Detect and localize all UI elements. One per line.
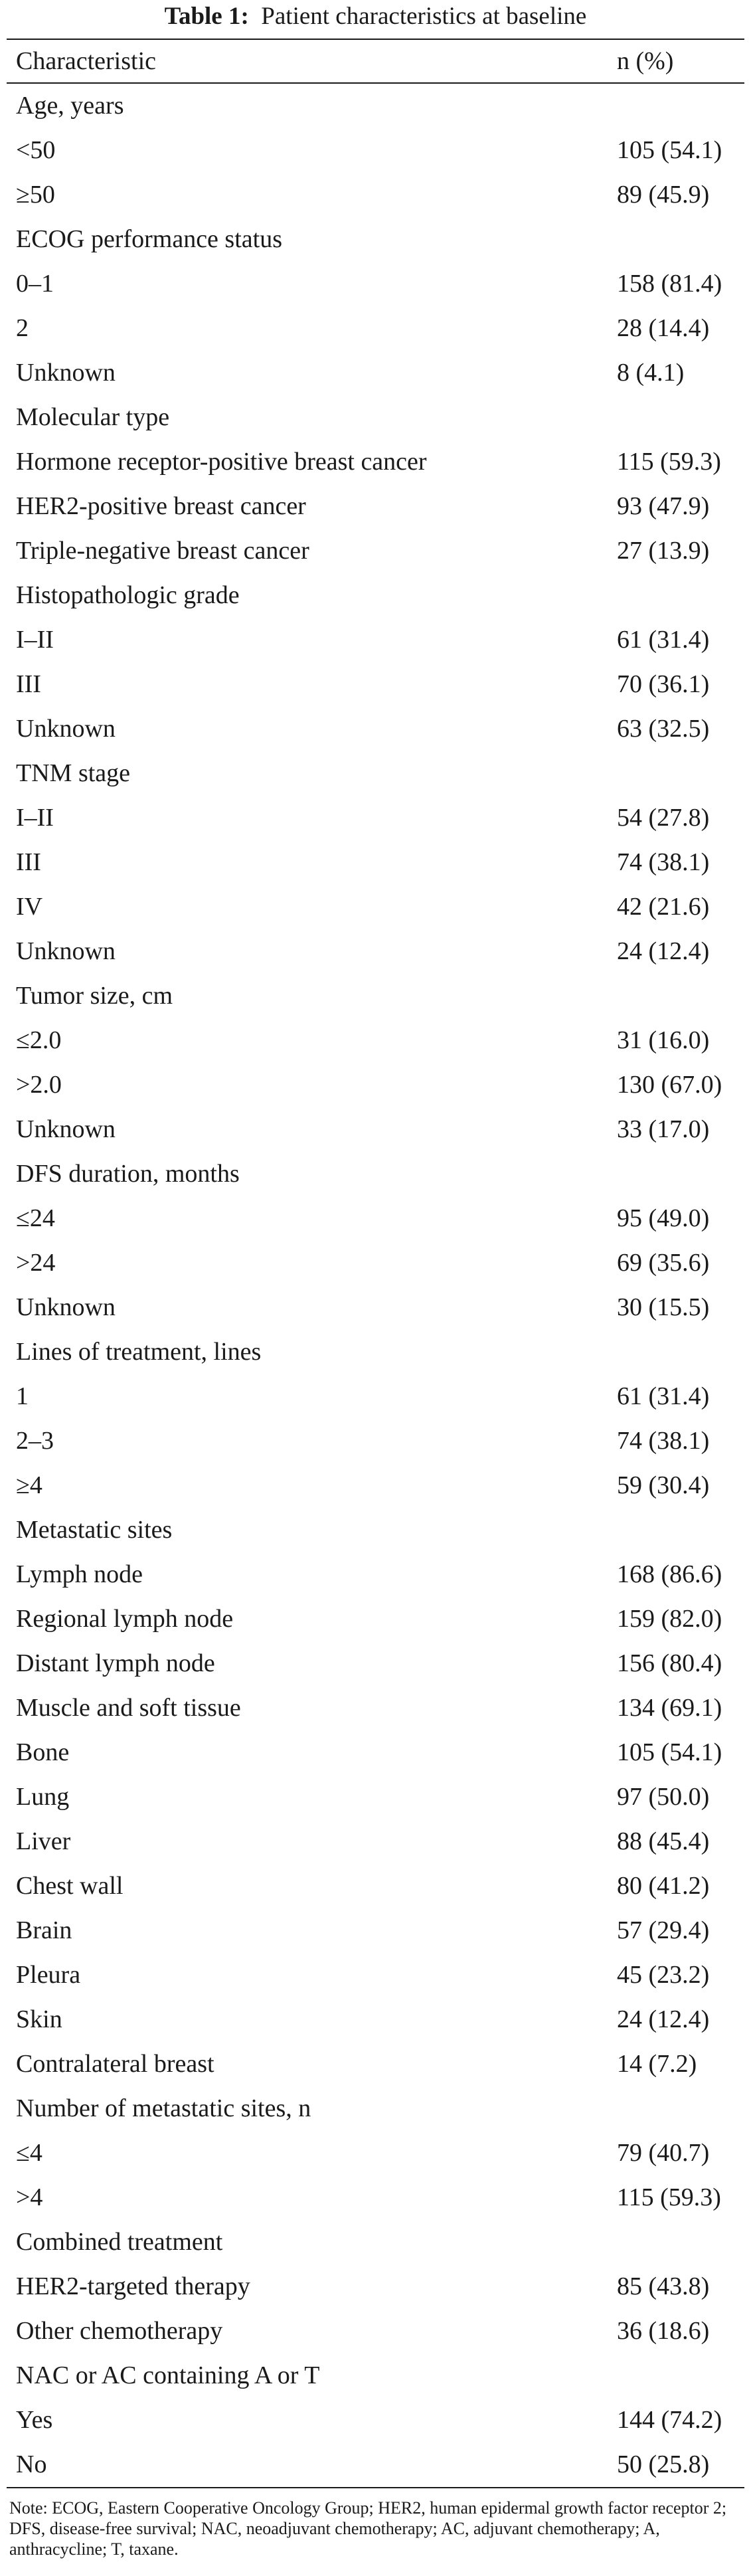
table-group-row [7,217,744,262]
row-label: ≤24 [16,1204,55,1232]
row-value [608,217,744,262]
table-group-row [7,1330,744,1374]
table-row [7,840,744,885]
row-value: 28 (14.4) [617,314,710,342]
column-header-characteristic: Characteristic [7,40,608,83]
table-group-row [7,395,744,440]
table-row [7,1063,744,1107]
row-label: Histopathologic grade [16,581,240,609]
row-value: 79 (40.7) [617,2139,710,2167]
row-label: Lymph node [16,1560,143,1588]
table-group-row [7,1152,744,1196]
row-value: 89 (45.9) [617,181,710,209]
row-value [608,974,744,1018]
row-value [608,1152,744,1196]
table-row [7,1819,744,1864]
row-value: 63 (32.5) [617,715,710,743]
row-label: I–II [16,804,54,832]
table-row [7,707,744,751]
row-label: >24 [16,1249,56,1277]
row-label: 2 [16,314,29,342]
row-label: Skin [16,2005,62,2033]
row-label: ≤4 [16,2139,42,2167]
row-value: 31 (16.0) [617,1026,710,1054]
row-label: DFS duration, months [16,1160,240,1188]
table-row [7,2398,744,2442]
row-value: 168 (86.6) [617,1560,722,1588]
table-row [7,1552,744,1597]
table-group-row [7,1508,744,1552]
row-value: 36 (18.6) [617,2317,710,2345]
row-value [608,751,744,796]
row-value [608,395,744,440]
table-group-row [7,974,744,1018]
row-value: 8 (4.1) [617,359,685,387]
row-label: III [16,848,41,876]
row-label: ≥4 [16,1471,42,1499]
table-row [7,1997,744,2042]
table-row [7,1864,744,1908]
row-value: 30 (15.5) [617,1293,710,1321]
row-value: 57 (29.4) [617,1916,710,1944]
row-label: ≤2.0 [16,1026,62,1054]
table-label: Table 1: [164,3,249,30]
table-group-row [7,751,744,796]
table-row [7,796,744,840]
column-header-n-percent: n (%) [608,40,744,83]
row-value: 61 (31.4) [617,1382,710,1410]
row-label: Chest wall [16,1872,124,1900]
table-row [7,262,744,306]
row-value: 50 (25.8) [608,2442,744,2488]
row-label: Molecular type [16,403,170,431]
table-row [7,1686,744,1730]
row-label: Pleura [16,1961,81,1989]
row-label: Hormone receptor-positive breast cancer [16,448,427,476]
table-group-row [7,83,744,128]
table-row [7,1374,744,1419]
table-row [7,1419,744,1463]
row-value [608,2353,744,2398]
row-label: Regional lymph node [16,1605,234,1633]
row-value: 115 (59.3) [617,2183,721,2211]
row-value: 42 (21.6) [617,893,710,921]
table-row [7,1463,744,1508]
row-label: ≥50 [16,181,55,209]
row-label: TNM stage [16,759,131,787]
row-label: Tumor size, cm [16,982,173,1010]
row-value: 69 (35.6) [617,1249,710,1277]
table-row [7,1908,744,1953]
table-caption [0,0,751,33]
table-title: Patient characteristics at baseline [261,3,587,30]
row-value: 27 (13.9) [617,537,710,565]
table-note: Note: ECOG, Eastern Cooperative Oncology Group; HER2, human epidermal growth factor receptor 2; DFS, disease-free survival; NAC, neoadjuvant chemotherapy; AC, adjuvant chemotherapy; A, anthracycline; T, taxane. [9,2498,727,2559]
table-group-row [7,2086,744,2131]
row-value [608,2086,744,2131]
row-value: 74 (38.1) [617,1427,710,1455]
row-label: Muscle and soft tissue [16,1694,241,1722]
table-row [7,484,744,529]
row-label: Unknown [16,1115,116,1143]
table-row [7,662,744,707]
row-value: 45 (23.2) [617,1961,710,1989]
row-value: 115 (59.3) [617,448,721,476]
row-value [608,573,744,618]
table-body [7,83,744,2488]
row-value: 74 (38.1) [617,848,710,876]
table-group-row [7,573,744,618]
table-row [7,618,744,662]
table-row [7,929,744,974]
row-label: Other chemotherapy [16,2317,223,2345]
table-row [7,1775,744,1819]
row-label: IV [16,893,43,921]
row-label: Unknown [16,359,116,387]
table-row [7,2175,744,2220]
row-value: 14 (7.2) [617,2050,697,2078]
table-row [7,2309,744,2353]
table-group-row [7,2353,744,2398]
row-label: Lung [16,1783,70,1811]
row-label: <50 [16,136,56,164]
table-row [7,351,744,395]
row-label: Yes [16,2406,53,2434]
table-row [7,1285,744,1330]
header-row [7,40,744,83]
row-value: 105 (54.1) [617,1738,722,1766]
row-value: 97 (50.0) [617,1783,710,1811]
row-label: >4 [16,2183,43,2211]
row-label: 0–1 [16,270,54,298]
table-row [7,1641,744,1686]
table-row [7,2264,744,2309]
row-label: Age, years [16,92,124,120]
row-label: No [7,2442,608,2488]
row-label: Combined treatment [16,2228,223,2256]
row-label: Number of metastatic sites, n [16,2094,311,2122]
table-row [7,128,744,173]
row-label: Unknown [16,937,116,965]
row-label: HER2-positive breast cancer [16,492,306,520]
row-value: 24 (12.4) [617,937,710,965]
row-label: 1 [16,1382,29,1410]
row-value: 134 (69.1) [617,1694,722,1722]
row-label: 2–3 [16,1427,54,1455]
row-value: 59 (30.4) [617,1471,710,1499]
row-value: 54 (27.8) [617,804,710,832]
row-value [608,2220,744,2264]
table-row [7,440,744,484]
row-label: Liver [16,1827,71,1855]
row-label: >2.0 [16,1071,62,1099]
row-value [608,1330,744,1374]
row-label: ECOG performance status [16,225,282,253]
row-value: 158 (81.4) [617,270,722,298]
row-value [608,83,744,128]
row-value: 85 (43.8) [617,2272,710,2300]
row-value: 88 (45.4) [617,1827,710,1855]
table-row [7,1107,744,1152]
row-value: 105 (54.1) [617,136,722,164]
row-label: Lines of treatment, lines [16,1338,262,1366]
table-row [7,2131,744,2175]
row-value: 93 (47.9) [617,492,710,520]
row-value: 61 (31.4) [617,626,710,654]
table-row [7,529,744,573]
table-row [7,306,744,351]
table-row [7,1730,744,1775]
row-value: 95 (49.0) [617,1204,710,1232]
row-label: I–II [16,626,54,654]
table-row [7,1241,744,1285]
table-row [7,2042,744,2086]
table-row [7,1196,744,1241]
row-value: 24 (12.4) [617,2005,710,2033]
row-value [608,1508,744,1552]
row-value: 80 (41.2) [617,1872,710,1900]
table-row [7,2442,744,2488]
row-label: Brain [16,1916,72,1944]
row-label: HER2-targeted therapy [16,2272,250,2300]
table-row [7,885,744,929]
row-label: Metastatic sites [16,1516,173,1544]
row-label: NAC or AC containing A or T [16,2361,320,2389]
row-label: Triple-negative breast cancer [16,537,309,565]
row-value: 144 (74.2) [617,2406,722,2434]
table-group-row [7,2220,744,2264]
row-label: Distant lymph node [16,1649,215,1677]
row-label: Unknown [16,715,116,743]
row-value: 156 (80.4) [617,1649,722,1677]
row-label: Unknown [16,1293,116,1321]
row-value: 33 (17.0) [617,1115,710,1143]
row-label: Bone [16,1738,70,1766]
table-row [7,1953,744,1997]
row-label: Contralateral breast [16,2050,214,2078]
row-value: 159 (82.0) [617,1605,722,1633]
row-value: 130 (67.0) [617,1071,722,1099]
table-row [7,1018,744,1063]
row-label: III [16,670,41,698]
table-row [7,1597,744,1641]
characteristics-table [7,40,744,2488]
table-row [7,173,744,217]
row-value: 70 (36.1) [617,670,710,698]
